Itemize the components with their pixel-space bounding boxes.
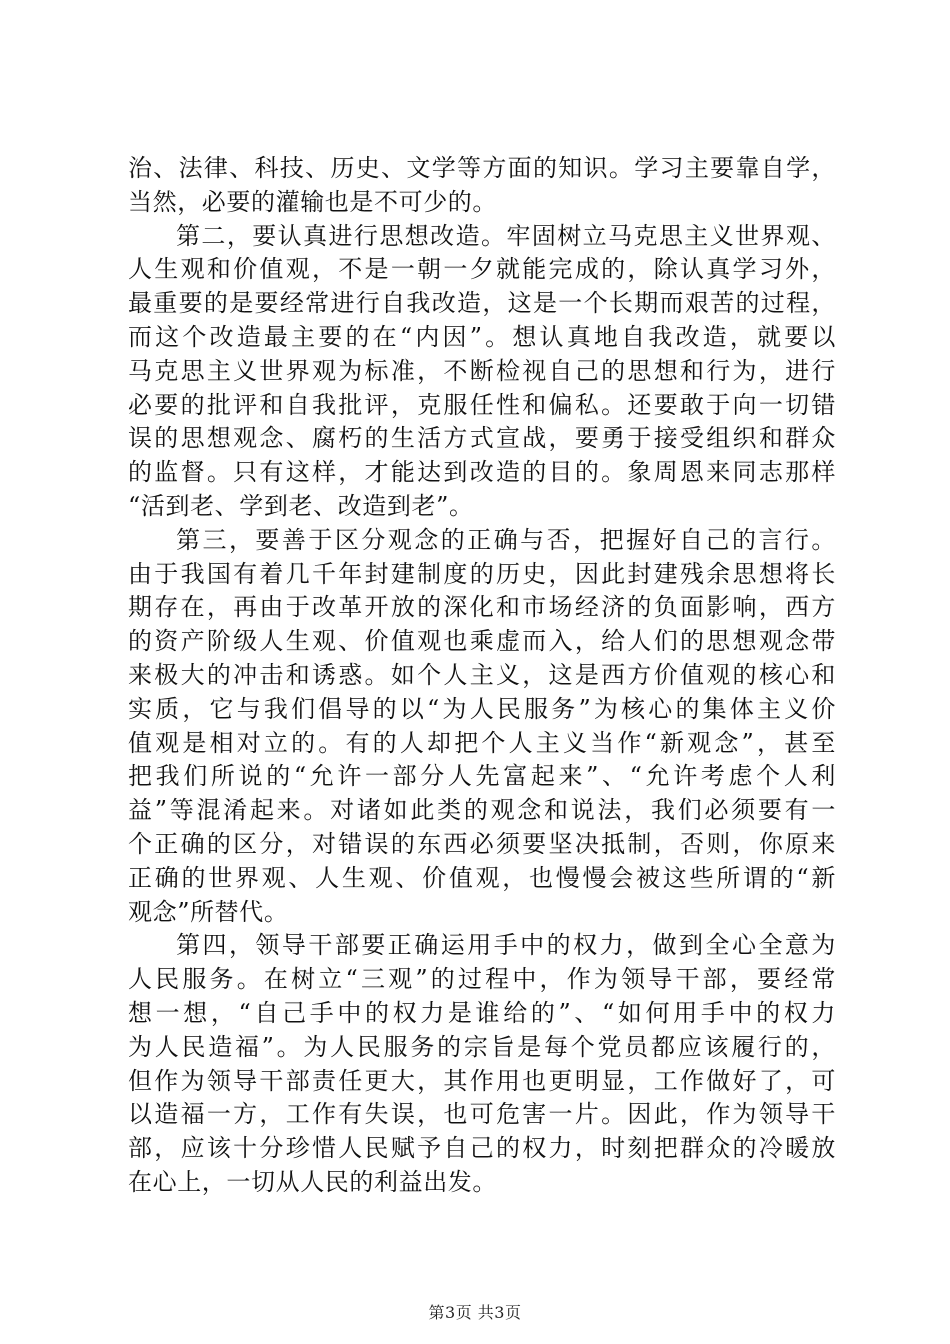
- text-line: 第四，领导干部要正确运用手中的权力，做到全心全意为: [176, 931, 836, 960]
- text-line: 最重要的是要经常进行自我改造，这是一个长期而艰苦的过程，: [128, 289, 836, 318]
- text-line: 必要的批评和自我批评，克服任性和偏私。还要敢于向一切错: [128, 390, 836, 419]
- text-line: 把我们所说的“允许一部分人先富起来”、“允许考虑个人利: [128, 762, 836, 791]
- text-line: 而这个改造最主要的在“内因”。想认真地自我改造，就要以: [128, 322, 836, 351]
- text-line: 的资产阶级人生观、价值观也乘虚而入，给人们的思想观念带: [128, 627, 836, 656]
- text-line: 治、法律、科技、历史、文学等方面的知识。学习主要靠自学，: [128, 154, 836, 182]
- text-line: 马克思主义世界观为标准，不断检视自己的思想和行为，进行: [128, 356, 836, 385]
- paragraph-4: [128, 929, 836, 1199]
- text-line: 为人民造福”。为人民服务的宗旨是每个党员都应该履行的，: [128, 1032, 836, 1061]
- text-line: 的监督。只有这样，才能达到改造的目的。象周恩来同志那样: [128, 458, 836, 487]
- text-line: 个正确的区分，对错误的东西必须要坚决抵制，否则，你原来: [128, 829, 836, 858]
- paragraph-3: [128, 524, 836, 930]
- text-line: 人生观和价值观，不是一朝一夕就能完成的，除认真学习外，: [128, 255, 836, 284]
- text-line: 来极大的冲击和诱惑。如个人主义，这是西方价值观的核心和: [128, 660, 836, 689]
- document-body: [128, 152, 836, 1200]
- text-line: 误的思想观念、腐朽的生活方式宣战，要勇于接受组织和群众: [128, 424, 836, 453]
- text-line: 当然，必要的灌输也是不可少的。: [128, 187, 497, 216]
- text-line: 人民服务。在树立“三观”的过程中，作为领导干部，要经常: [128, 965, 836, 994]
- text-line: 想一想，“自己手中的权力是谁给的”、“如何用手中的权力: [128, 998, 836, 1027]
- text-line: 第三，要善于区分观念的正确与否，把握好自己的言行。: [176, 525, 836, 554]
- text-line: 益”等混淆起来。对诸如此类的观念和说法，我们必须要有一: [128, 796, 836, 825]
- text-line: 部，应该十分珍惜人民赋予自己的权力，时刻把群众的冷暖放: [128, 1134, 836, 1163]
- paragraph-1: [128, 152, 836, 220]
- text-line: 正确的世界观、人生观、价值观，也慢慢会被这些所谓的“新: [128, 863, 836, 892]
- paragraph-2: [128, 220, 836, 524]
- text-line: 实质，它与我们倡导的以“为人民服务”为核心的集体主义价: [128, 694, 836, 723]
- text-line: 第二，要认真进行思想改造。牢固树立马克思主义世界观、: [176, 221, 836, 250]
- text-line: 由于我国有着几千年封建制度的历史，因此封建残余思想将长: [128, 559, 836, 588]
- page-number-footer: 第3页 共3页: [428, 1303, 522, 1322]
- text-line: “活到老、学到老、改造到老”。: [128, 491, 474, 520]
- text-line: 在心上，一切从人民的利益出发。: [128, 1167, 497, 1196]
- text-line: 以造福一方，工作有失误，也可危害一片。因此，作为领导干: [128, 1100, 836, 1129]
- text-line: 期存在，再由于改革开放的深化和市场经济的负面影响，西方: [128, 593, 836, 622]
- text-line: 但作为领导干部责任更大，其作用也更明显，工作做好了，可: [128, 1066, 836, 1095]
- text-line: 观念”所替代。: [128, 897, 289, 926]
- text-line: 值观是相对立的。有的人却把个人主义当作“新观念”，甚至: [128, 728, 836, 757]
